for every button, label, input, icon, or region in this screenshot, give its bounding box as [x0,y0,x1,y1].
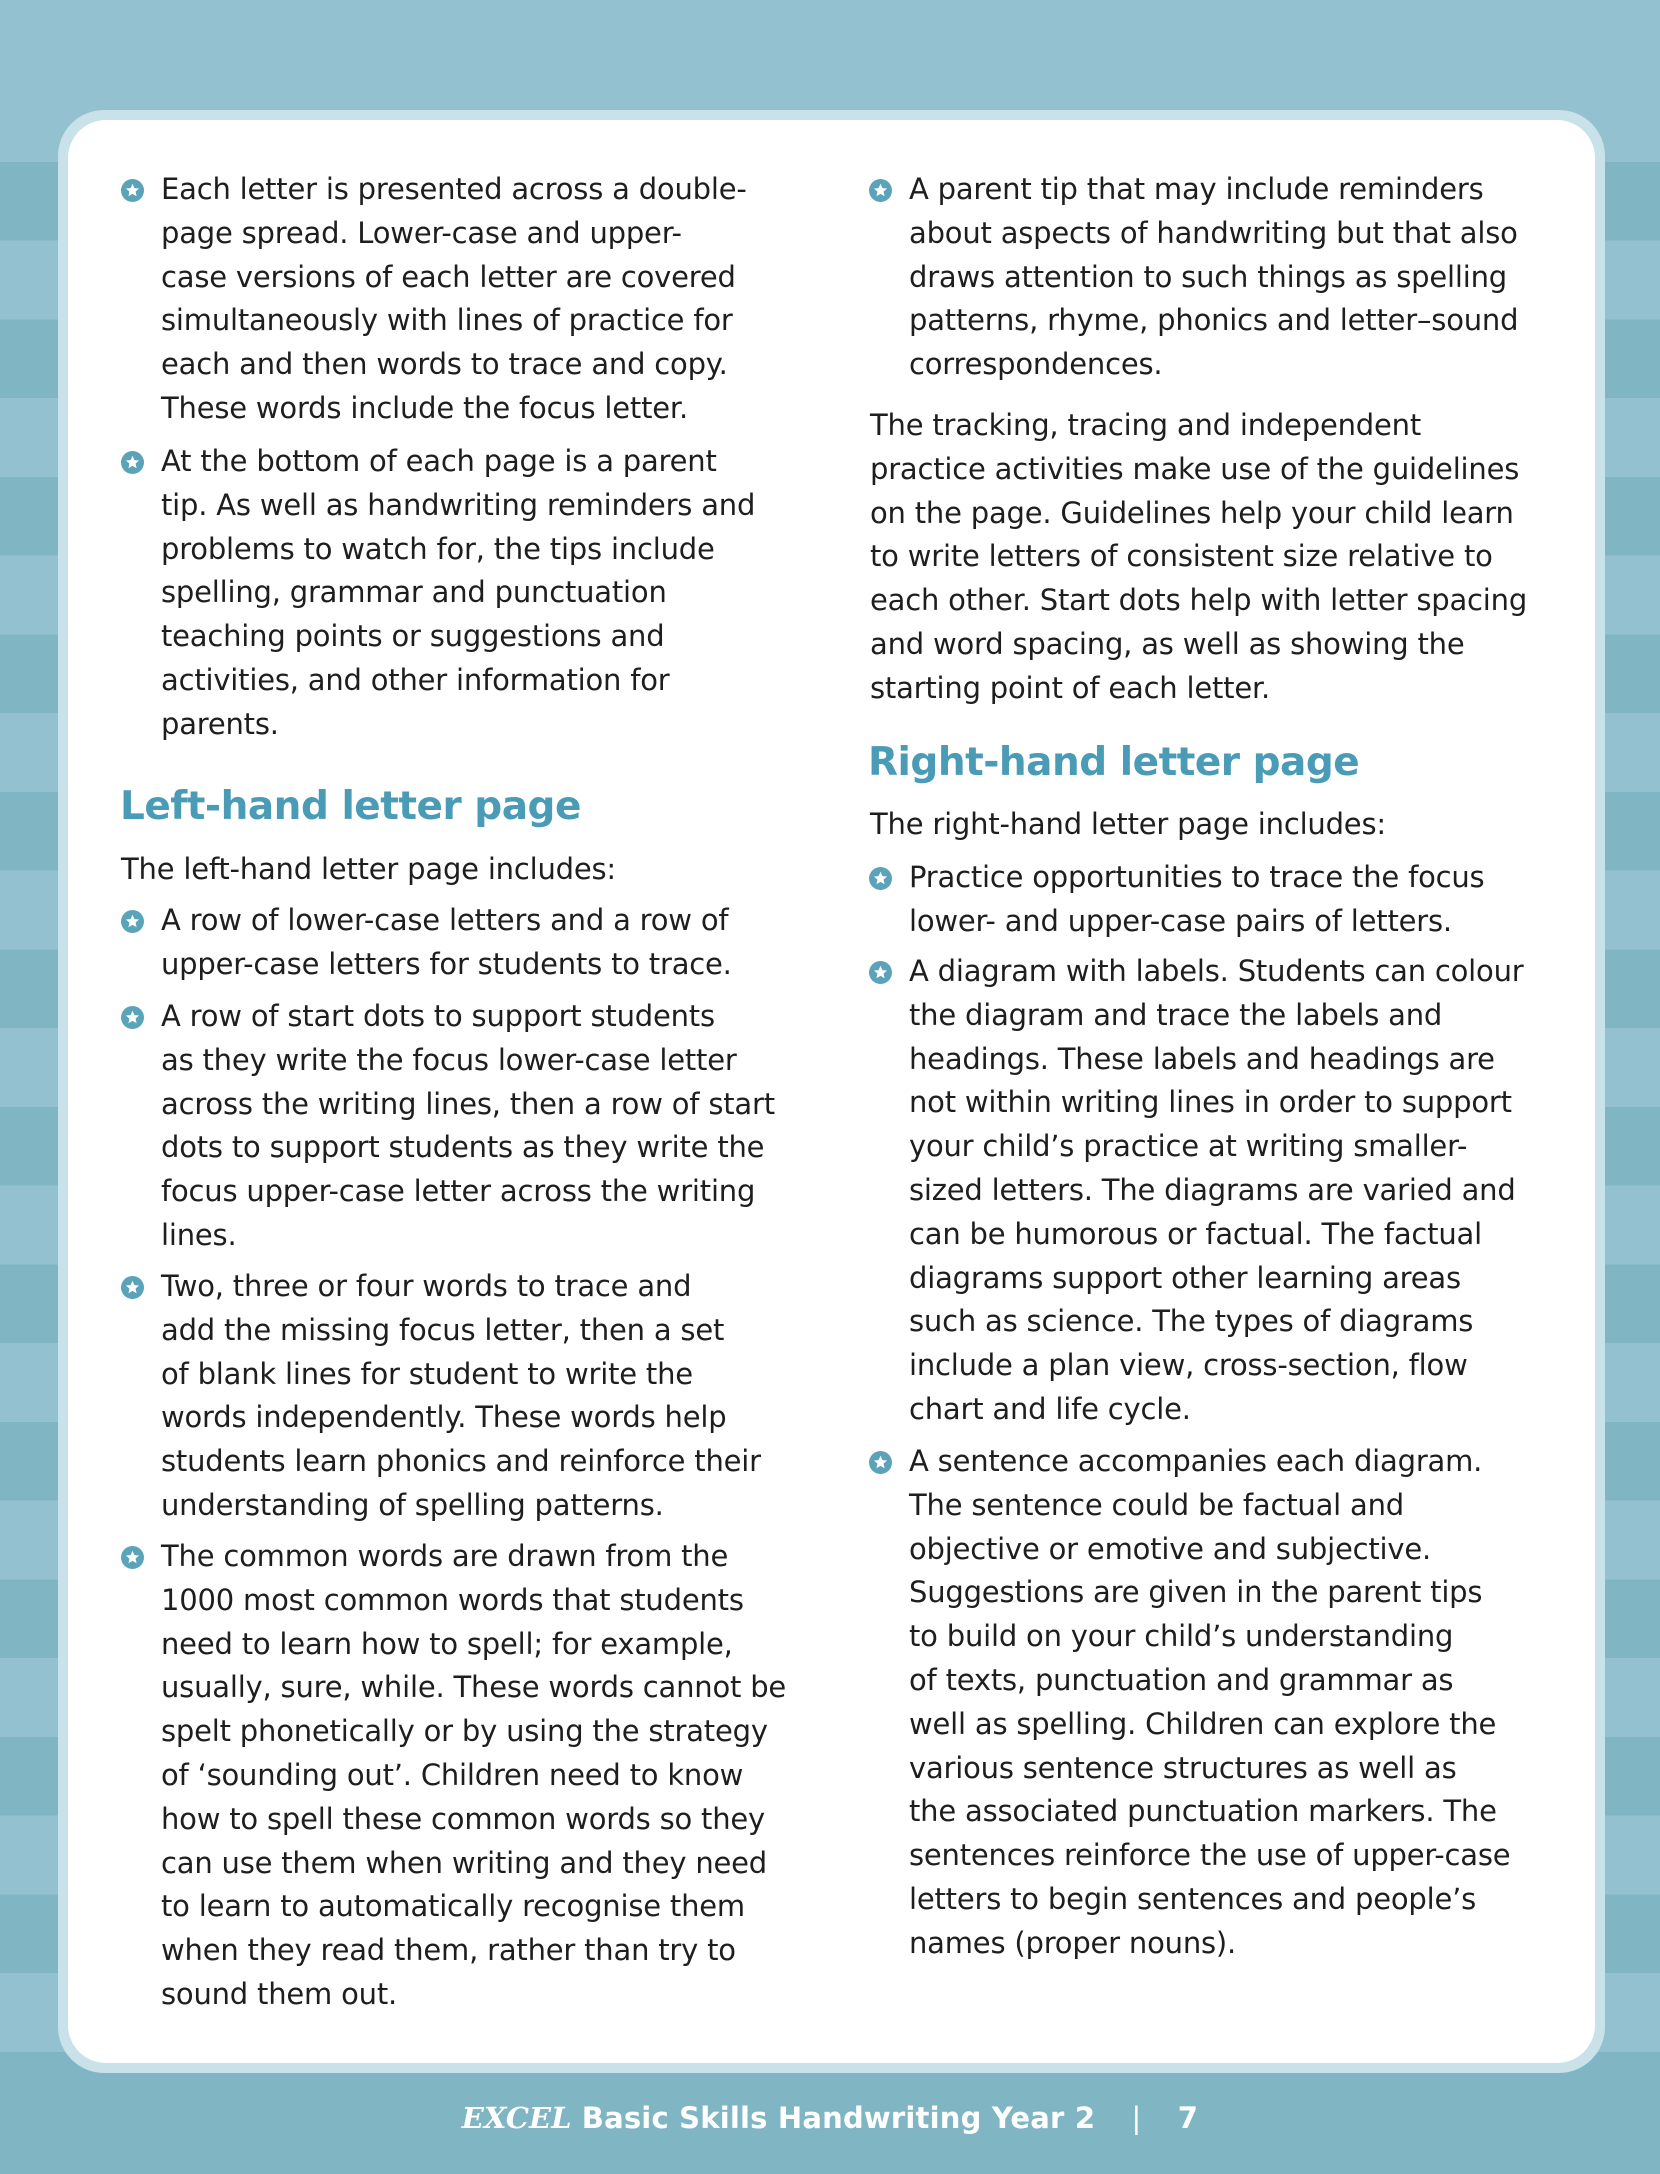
text-line: each and then words to trace and copy. [161,347,728,382]
text-line: of blank lines for student to write the [161,1356,693,1391]
star-bullet-icon [121,451,144,474]
star-bullet-icon [121,1276,144,1299]
star-bullet-icon [869,179,892,202]
text-line: draws attention to such things as spelling [909,259,1507,294]
text-line: of ‘sounding out’. Children need to know [161,1757,744,1792]
text-line: spelling, grammar and punctuation [161,575,667,610]
text-line: Suggestions are given in the parent tips [909,1575,1483,1610]
footer-separator: | [1131,2101,1142,2135]
text-line: 1000 most common words that students [161,1582,744,1617]
text-line: the associated punctuation markers. The [909,1794,1497,1829]
text-line: simultaneously with lines of practice for [161,303,733,338]
text-line: various sentence structures as well as [909,1750,1457,1785]
text-line: The tracking, tracing and independent [870,408,1422,442]
text-line: diagrams support other learning areas [909,1260,1461,1295]
text-line: the diagram and trace the labels and [909,997,1443,1032]
footer-brand: EXCEL [461,2101,572,2135]
text-line: on the page. Guidelines help your child learn [870,495,1514,530]
text-line: A parent tip that may include reminders [909,172,1484,206]
text-line: Practice opportunities to trace the focus [909,860,1485,894]
text-line: such as science. The types of diagrams [909,1304,1474,1339]
text-line: The common words are drawn from the [161,1539,729,1573]
text-line: Each letter is presented across a double- [161,172,747,206]
list-item-text [909,950,1523,1432]
text-line: objective or emotive and subjective. [909,1531,1431,1566]
text-line: tip. As well as handwriting reminders and [161,487,756,522]
text-line: teaching points or suggestions and [161,619,665,654]
text-line: well as spelling. Children can explore the [909,1706,1497,1741]
text-line: add the missing focus letter, then a set [161,1312,725,1347]
text-line: parents. [161,706,279,741]
star-bullet-icon [121,179,144,202]
list-item-text [161,168,747,431]
list-item-text [909,168,1518,387]
star-bullet-icon [121,1006,144,1029]
list-item-text [161,1265,761,1528]
text-line: lines. [161,1217,237,1252]
text-line: to learn to automatically recognise them [161,1889,745,1924]
text-line: chart and life cycle. [909,1391,1191,1426]
footer-title: Basic Skills Handwriting Year 2 [581,2101,1096,2135]
text-line: A sentence accompanies each diagram. [909,1444,1483,1478]
text-line: usually, sure, while. These words cannot be [161,1670,787,1705]
text-line: letters to begin sentences and people’s [909,1881,1477,1916]
section-intro: The left-hand letter page includes: [121,852,616,886]
page-footer [0,2098,1660,2138]
text-line: include a plan view, cross-section, flow [909,1348,1468,1383]
section-intro: The right-hand letter page includes: [870,807,1386,841]
text-line: of texts, punctuation and grammar as [909,1662,1454,1697]
text-line: correspondences. [909,347,1163,382]
text-line: spelt phonetically or by using the strategy [161,1714,768,1749]
text-line: across the writing lines, then a row of start [161,1086,775,1121]
text-line: A row of start dots to support students [161,999,715,1033]
list-item-text [909,856,1484,944]
text-line: your child’s practice at writing smaller- [909,1129,1468,1164]
text-line: case versions of each letter are covered [161,259,736,294]
text-line: starting point of each letter. [870,670,1271,705]
text-line: to write letters of consistent size relative to [870,539,1493,574]
text-line: need to learn how to spell; for example, [161,1626,733,1661]
text-line: can be humorous or factual. The factual [909,1216,1482,1251]
text-line: as they write the focus lower-case letter [161,1042,737,1077]
text-line: lower- and upper-case pairs of letters. [909,903,1452,938]
text-line: and word spacing, as well as showing the [870,626,1465,661]
text-line: The sentence could be factual and [909,1487,1404,1522]
text-line: sound them out. [161,1976,398,2011]
text-line: These words include the focus letter. [161,390,688,425]
text-line: activities, and other information for [161,662,670,697]
text-line: each other. Start dots help with letter spacing [870,583,1528,618]
text-line: names (proper nouns). [909,1925,1237,1960]
text-line: dots to support students as they write the [161,1130,765,1165]
list-item-text [161,899,732,987]
body-paragraph [870,404,1527,711]
text-line: At the bottom of each page is a parent [161,444,717,478]
star-bullet-icon [869,961,892,984]
text-line: A row of lower-case letters and a row of [161,903,729,937]
text-line: A diagram with labels. Students can colour [909,954,1524,988]
star-bullet-icon [869,1451,892,1474]
text-line: about aspects of handwriting but that also [909,215,1518,250]
page-number: 7 [1177,2101,1199,2135]
text-line: patterns, rhyme, phonics and letter–sound [909,303,1519,338]
text-line: Two, three or four words to trace and [161,1269,692,1303]
list-item-text [909,1440,1510,1966]
star-bullet-icon [121,910,144,933]
text-line: sized letters. The diagrams are varied and [909,1172,1516,1207]
text-line: understanding of spelling patterns. [161,1487,664,1522]
text-line: to build on your child’s understanding [909,1619,1454,1654]
text-line: words independently. These words help [161,1400,727,1435]
text-line: upper-case letters for students to trace. [161,946,732,981]
text-line: students learn phonics and reinforce their [161,1444,761,1479]
list-item-text [161,995,775,1258]
text-line: sentences reinforce the use of upper-case [909,1838,1511,1873]
list-item-text [161,1535,786,2017]
list-item-text [161,440,755,747]
star-bullet-icon [869,867,892,890]
text-line: problems to watch for, the tips include [161,531,715,566]
text-line: when they read them, rather than try to [161,1933,736,1968]
text-line: page spread. Lower-case and upper- [161,215,682,250]
text-line: can use them when writing and they need [161,1845,768,1880]
section-heading-left-hand-letter-page: Left-hand letter page [120,784,581,829]
star-bullet-icon [121,1546,144,1569]
text-line: headings. These labels and headings are [909,1041,1495,1076]
text-line: practice activities make use of the guidelines [870,451,1520,486]
section-heading-right-hand-letter-page: Right-hand letter page [868,740,1360,785]
text-line: not within writing lines in order to support [909,1085,1512,1120]
text-line: how to spell these common words so they [161,1801,766,1836]
text-line: focus upper-case letter across the writing [161,1174,756,1209]
